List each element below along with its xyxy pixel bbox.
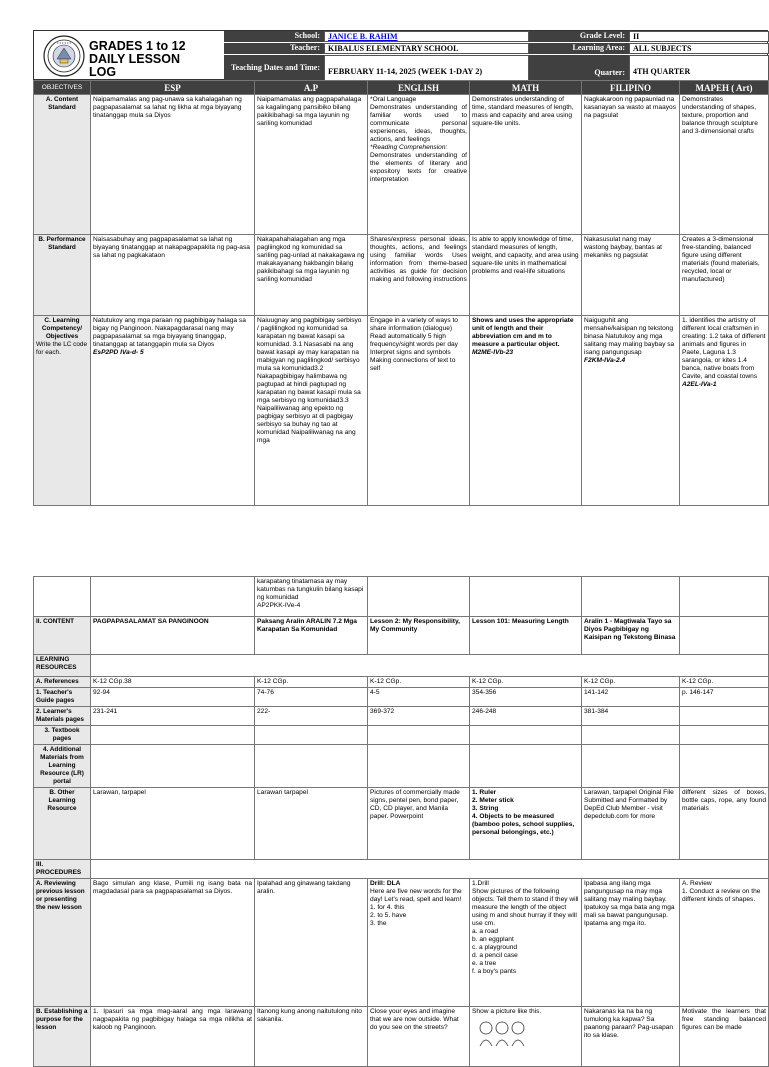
- cell-text: 1. identifies the artistry of different local craftsmen in creating: 1.2 taka of different animals and figures in Paete, Laguna 1.3 sarangola, or kites 1.4 banca, native boats from Cavite, and coastal towns: [682, 317, 766, 380]
- textbook-row: [34, 726, 769, 745]
- cell-math: Demonstrates understanding of time, standard measures of length, mass and capacity and area using square-tile units.: [470, 95, 582, 235]
- cell-ap: Larawan tarpapel: [255, 788, 368, 860]
- cell-text: Shows and uses the appropriate unit of length and their abbreviation cm and m to measure a particular object.: [472, 317, 574, 348]
- svg-text:• • • • • •: • • • • • •: [57, 40, 71, 45]
- cell-ap: Nakapahahalagahan ang mga pagliingkod ng komunidad sa sariling pag-unlad at nakakagawa ng makakayanang hakbangin bilang pakikibahagi sa mga layunin ng sariling komunidad: [255, 235, 368, 316]
- cell-ap: Naipamamalas ang pagpapahalaga sa kagalingang pansibiko bilang pakikibahagi sa mga layunin ng sariling komunidad: [255, 95, 368, 235]
- cell-ap: 74-76: [255, 688, 368, 707]
- cell-esp: K-12 CGp.38: [91, 677, 255, 688]
- other-resource-row: [34, 788, 769, 860]
- cell-filipino: Aralin 1 - Magtiwala Tayo sa Diyos Pagbibigay ng Kaisipan ng Tekstong Binasa: [582, 617, 680, 655]
- cell-empty: [680, 617, 769, 655]
- row-label-sub: Write the LC code for each.: [36, 341, 88, 356]
- cell-empty: [255, 745, 368, 788]
- cell-ap: Itanong kung anong naitutulong nito sakanila.: [255, 1007, 368, 1067]
- col-esp: ESP: [91, 81, 255, 95]
- cell-text: 1. for 4. this: [370, 904, 405, 911]
- cell-filipino: Larawan, tarpapel Original File Submitted and Formatted by DepEd Club Member - visit depedclub.com for more: [582, 788, 680, 860]
- col-objectives: OBJECTIVES: [34, 81, 91, 95]
- row-label: III. PROCEDURES: [34, 860, 91, 879]
- cell-empty: [470, 745, 582, 788]
- cell-text: d. a pencil case: [472, 952, 518, 959]
- content-standard-row: [34, 95, 769, 235]
- cell-english: Shares/express personal ideas, thoughts, actions, and feelings using familiar words Uses information from theme-based activities as guide for decision making and following instructions: [368, 235, 470, 316]
- cell-empty: [368, 577, 470, 617]
- dll-table-page-1: [33, 80, 769, 506]
- cell-esp: Naipamamalas ang pag-unawa sa kahalagahan ng pagpapasalamat sa lahat ng likha at mga biyayang tinatanggap mula sa Diyos: [91, 95, 255, 235]
- learners-materials-row: [34, 707, 769, 726]
- cell-mapeh: different sizes of boxes, bottle caps, rope, any found materials: [680, 788, 769, 860]
- row-label: 2. Learner's Materials pages: [34, 707, 91, 726]
- learning-area-value: ALL SUBJECTS: [629, 43, 769, 54]
- row-label-text: C. Learning Competency/ Objectives: [41, 317, 83, 340]
- title-line-3: LOG: [89, 65, 117, 79]
- cell-ap: Ipalahad ang ginawang takdang aralin.: [255, 879, 368, 1007]
- cell-text: c. a playground: [472, 944, 518, 951]
- log-title: [89, 40, 186, 79]
- cell-english: K-12 CGp.: [368, 677, 470, 688]
- cell-empty: [470, 577, 582, 617]
- lc-code: A2EL-IVa-1: [682, 381, 717, 388]
- cell-math: [470, 1007, 582, 1067]
- references-row: [34, 677, 769, 688]
- cell-math: 354-356: [470, 688, 582, 707]
- cell-ap: Paksang Aralin ARALIN 7.2 Mga Karapatan Sa Komunidad: [255, 617, 368, 655]
- cell-esp: Larawan, tarpapel: [91, 788, 255, 860]
- row-label: LEARNING RESOURCES: [34, 655, 91, 677]
- cell-english: [368, 95, 470, 235]
- row-label: B. Performance Standard: [34, 235, 91, 316]
- row-label: II. CONTENT: [34, 617, 91, 655]
- col-english: ENGLISH: [368, 81, 470, 95]
- row-label: B. Other Learning Resource: [34, 788, 91, 860]
- cell-text: 2. Meter stick: [472, 797, 514, 804]
- lc-code: AP2PKK-IVe-4: [257, 602, 301, 609]
- teacher-label: Teacher:: [224, 43, 324, 54]
- teachers-guide-row: [34, 688, 769, 707]
- cell-ap: [255, 577, 368, 617]
- cell-empty: [680, 726, 769, 745]
- cell-mapeh: p. 146-147: [680, 688, 769, 707]
- cell-text: b. an eggplant: [472, 936, 514, 943]
- cell-empty: [582, 577, 680, 617]
- procedures-row: [34, 860, 769, 879]
- cell-text: 4. Objects to be measured (bamboo poles, school supplies, personal belongings, etc.): [472, 813, 575, 836]
- cell-math: [470, 879, 582, 1007]
- cell-english: 4-5: [368, 688, 470, 707]
- title-line-1: GRADES 1 to 12: [89, 39, 186, 53]
- cell-text: Naiguguhit ang mensahe/kaisipan ng tekstong binasa Natutukoy ang mga salitang may maling baybay sa isang pangungusap: [584, 317, 675, 356]
- cell-math: K-12 CGp.: [470, 677, 582, 688]
- cell-mapeh: Demonstrates understanding of shapes, texture, proportion and balance through sculpture and 3-dimensional crafts: [680, 95, 769, 235]
- lc-code: M2ME-IVb-23: [472, 349, 514, 356]
- cell-empty: [582, 745, 680, 788]
- cell-math: 246-248: [470, 707, 582, 726]
- row-label: 4. Additional Materials from Learning Resource (LR) portal: [34, 745, 91, 788]
- cell-empty: [680, 577, 769, 617]
- children-picture-icon: [472, 1018, 534, 1046]
- cell-filipino: K-12 CGp.: [582, 677, 680, 688]
- page-1: [33, 30, 768, 506]
- cell-empty: [368, 726, 470, 745]
- continued-row: [34, 577, 769, 617]
- cell-ap: K-12 CGp.: [255, 677, 368, 688]
- cell-empty: [34, 577, 91, 617]
- establishing-row: [34, 1007, 769, 1067]
- cell-filipino: Nagkakaroon ng papaunlad na kasanayan sa wasto at maayos na pagsulat: [582, 95, 680, 235]
- content-row: [34, 617, 769, 655]
- cell-mapeh: Motivate the learners that free standing balanced figures can be made: [680, 1007, 769, 1067]
- deped-seal-icon: [43, 35, 85, 77]
- cell-esp: Bago simulan ang klase, Pumili ng isang bata na magdadasal para sa pagpapasalamat sa Diyos.: [91, 879, 255, 1007]
- quarter-value: 4TH QUARTER: [629, 55, 769, 81]
- cell-math: Is able to apply knowledge of time, standard measures of length, weight, and capacity, and area using square-tile units in mathematical problems and real-life situations: [470, 235, 582, 316]
- row-label: A. References: [34, 677, 91, 688]
- page-2: [33, 576, 768, 1039]
- competency-row: [34, 316, 769, 506]
- cell-text: 1.Drill: [472, 880, 489, 887]
- cell-text: Natutukoy ang mga paraan ng pagbibigay halaga sa bigay ng Panginoon. Nakapagdarasal nang may pagpapasalamat sa mga biyayang tinanggap, tinatanggap at tatanggapin mula sa Diyos: [93, 317, 246, 348]
- cell-empty: [680, 745, 769, 788]
- cell-text: 3. String: [472, 805, 499, 812]
- cell-mapeh: Creates a 3-dimensional free-standing, balanced figure using different materials (found materials, recycled, local or manufactured): [680, 235, 769, 316]
- learning-area-label: Learning Area:: [529, 43, 629, 54]
- cell-mapeh: [680, 879, 769, 1007]
- cell-text: *Oral Language: [370, 96, 417, 103]
- cell-text: A. Review: [682, 880, 712, 887]
- cell-esp: 92-94: [91, 688, 255, 707]
- dll-table-page-2: [33, 576, 769, 1067]
- cell-empty: [91, 655, 769, 677]
- title-line-2: DAILY LESSON: [89, 52, 180, 66]
- quarter-label: Quarter:: [529, 55, 629, 81]
- col-math: MATH: [470, 81, 582, 95]
- row-label: 1. Teacher's Guide pages: [34, 688, 91, 707]
- cell-empty: [91, 726, 255, 745]
- learning-resources-row: [34, 655, 769, 677]
- cell-empty: [368, 745, 470, 788]
- cell-math: [470, 316, 582, 506]
- teacher-value: KIBALUS ELEMENTARY SCHOOL: [324, 43, 529, 54]
- cell-empty: [255, 726, 368, 745]
- cell-text: 1. Ruler: [472, 789, 497, 796]
- grade-value: II: [629, 31, 769, 42]
- dates-label: Teaching Dates and Time:: [224, 55, 324, 81]
- cell-ap: Naiuugnay ang pagbibigay serbisyo / paglilingkod ng komunidad sa karapatan ng bawat kasapi sa komunidad. 3.1 Nasasabi na ang bawat kasapi ay may karapatan na mabigyan ng paglilingkod/ serbisyo mula sa komunidad3.2 Nakapagbibigay halimbawa ng pagtupad at hindi pagtupad ng karapatan ng bawat kasapi mula sa mga serbisyo ng komunidad3.3 Naipaliliwanag ang epekto ng pagbigay serbisyo at di pagbigay serbisyo sa buhay ng tao at komunidad Naipaliliwanag na ang mga: [255, 316, 368, 506]
- cell-mapeh: K-12 CGp.: [680, 677, 769, 688]
- header-fields: [224, 31, 769, 81]
- cell-text: 1. Conduct a review on the different kinds of shapes.: [682, 888, 761, 903]
- row-label: A. Content Standard: [34, 95, 91, 235]
- col-mapeh: MAPEH ( Art): [680, 81, 769, 95]
- lc-code: EsP2PD IVa-d- 5: [93, 349, 144, 356]
- cell-esp: PAGPAPASALAMAT SA PANGINOON: [91, 617, 255, 655]
- row-label: [34, 316, 91, 506]
- cell-esp: [91, 316, 255, 506]
- additional-materials-row: [34, 745, 769, 788]
- cell-text: Demonstrates understanding of familiar words used to communicate personal experiences, ideas, thoughts, actions, and feelings: [370, 104, 467, 143]
- cell-text: Drill: DLA: [370, 880, 401, 887]
- column-header-row: [34, 81, 769, 95]
- reviewing-row: [34, 879, 769, 1007]
- cell-english: Pictures of commercially made signs, pentel pen, bond paper, CD, CD player, and Manila paper. Powerpoint: [368, 788, 470, 860]
- cell-english: Close your eyes and imagine that we are now outside. What do you see on the streets?: [368, 1007, 470, 1067]
- grade-label: Grade Level:: [529, 31, 629, 42]
- row-label: B. Establishing a purpose for the lesson: [34, 1007, 91, 1067]
- cell-text: Show pictures of the following objects. Tell them to stand if they will measure the length of the object using m and shout hurray if they will use cm.: [472, 888, 579, 927]
- cell-text: Show a picture like this.: [472, 1008, 542, 1015]
- cell-ap: 222-: [255, 707, 368, 726]
- cell-math: [470, 788, 582, 860]
- cell-empty: [91, 745, 255, 788]
- performance-standard-row: [34, 235, 769, 316]
- cell-filipino: [582, 316, 680, 506]
- cell-mapeh: [680, 316, 769, 506]
- cell-filipino: Ipabasa ang ilang mga pangungusap na may mga salitang may maling baybay. Ipatukoy sa mga bata ang mga mali sa bawat pangungusap. Ipatama ang mga ito.: [582, 879, 680, 1007]
- cell-text: Demonstrates understanding of the elements of literary and expository texts for creative interpretation: [370, 152, 467, 183]
- cell-math: Lesson 101: Measuring Length: [470, 617, 582, 655]
- row-label: 3. Textbook pages: [34, 726, 91, 745]
- cell-english: [368, 879, 470, 1007]
- cell-english: Lesson 2: My Responsibility, My Community: [368, 617, 470, 655]
- cell-empty: [470, 726, 582, 745]
- cell-english: 369-372: [368, 707, 470, 726]
- cell-filipino: Nakaranas ka na ba ng tumulong ka kapwa? Sa paanong paraan? Pag-usapan ito sa klase.: [582, 1007, 680, 1067]
- col-ap: A.P: [255, 81, 368, 95]
- cell-text: f. a boy's pants: [472, 968, 517, 975]
- row-label: A. Reviewing previous lesson or presenting the new lesson: [34, 879, 91, 1007]
- cell-text: 3. the: [370, 920, 387, 927]
- school-value[interactable]: JANICE B. RAHIM: [324, 31, 529, 42]
- cell-mapeh: [680, 707, 769, 726]
- cell-text: e. a tree: [472, 960, 497, 967]
- cell-filipino: Nakasusulat nang may wastong baybay, bantas at mekaniks ng pagsulat: [582, 235, 680, 316]
- cell-filipino: 141-142: [582, 688, 680, 707]
- dates-value: FEBRUARY 11-14, 2025 (WEEK 1-DAY 2): [324, 55, 529, 81]
- cell-esp: 1. Ipasuri sa mga mag-aaral ang mga larawang nagpapakita ng pagbibigay halaga sa mga nilikha at kaloob ng Panginoon.: [91, 1007, 255, 1067]
- cell-text: karapatang tinatamasa ay may katumbas na tungkulin bilang kasapi ng komunidad: [257, 578, 364, 601]
- cell-esp: Naisasabuhay ang pagpapasalamat sa lahat ng biyayang tinatanggap at nakapagpapakita ng pag-asa sa lahat ng pagkakataon: [91, 235, 255, 316]
- cell-text: 2. to 5. have: [370, 912, 407, 919]
- cell-filipino: 381-384: [582, 707, 680, 726]
- cell-empty: [582, 726, 680, 745]
- cell-english: Engage in a variety of ways to share information (dialogue) Read automatically 5 high frequency/sight words per day Interpret signs and symbols Making connections of text to self: [368, 316, 470, 506]
- school-label: School:: [224, 31, 324, 42]
- cell-empty: [91, 860, 769, 879]
- lc-code: F2KM-IVa-2.4: [584, 357, 626, 364]
- cell-esp: 231-241: [91, 707, 255, 726]
- cell-text: a. a road: [472, 928, 499, 935]
- cell-text: Here are five new words for the day! Let's read, spell and learn!: [370, 888, 462, 903]
- col-filipino: FILIPINO: [582, 81, 680, 95]
- log-header: [33, 30, 768, 80]
- cell-text: *Reading Comprehension:: [370, 144, 448, 151]
- cell-empty: [91, 577, 255, 617]
